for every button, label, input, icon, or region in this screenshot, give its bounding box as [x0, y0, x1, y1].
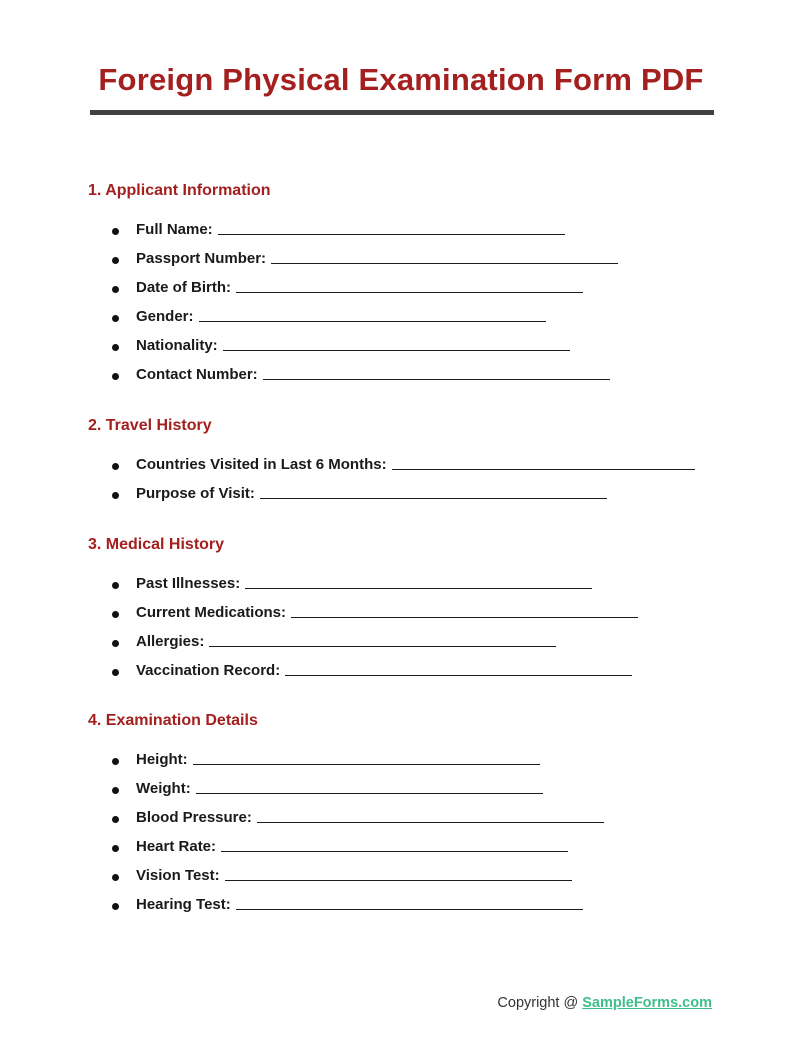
- field-label: Purpose of Visit:: [136, 485, 255, 502]
- bullet-icon: [112, 903, 119, 910]
- bullet-icon: [112, 816, 119, 823]
- form-field-past-illnesses: [0, 574, 760, 603]
- bullet-icon: [112, 874, 119, 881]
- section-heading: 2. Travel History: [88, 417, 212, 434]
- field-label: Past Illnesses:: [136, 575, 241, 592]
- field-label: Vision Test:: [136, 867, 220, 884]
- form-field-current-medications: [0, 603, 760, 632]
- field-label: Contact Number:: [136, 366, 258, 383]
- field-label: Passport Number:: [136, 250, 267, 267]
- allergies-input-line[interactable]: [209, 646, 556, 647]
- bullet-icon: [112, 787, 119, 794]
- bullet-icon: [112, 373, 119, 380]
- form-field-vaccination-record: [0, 661, 760, 690]
- vision-test-input-line[interactable]: [225, 880, 572, 881]
- field-list: [0, 750, 760, 924]
- bullet-icon: [112, 492, 119, 499]
- past-illnesses-input-line[interactable]: [245, 588, 592, 589]
- form-field-weight: [0, 779, 760, 808]
- gender-input-line[interactable]: [199, 321, 546, 322]
- field-label: Blood Pressure:: [136, 809, 252, 826]
- sampleforms-link[interactable]: SampleForms.com: [582, 995, 712, 1011]
- form-field-gender: [0, 307, 760, 336]
- title-divider: [90, 110, 714, 115]
- form-field-vision-test: [0, 866, 760, 895]
- copyright-notice: [497, 995, 712, 1011]
- section-heading: 4. Examination Details: [88, 712, 258, 729]
- blood-pressure-input-line[interactable]: [257, 822, 604, 823]
- purpose-of-visit-input-line[interactable]: [260, 498, 607, 499]
- field-label: Full Name:: [136, 221, 213, 238]
- countries-visited-input-line[interactable]: [392, 469, 695, 470]
- field-label: Weight:: [136, 780, 191, 797]
- full-name-input-line[interactable]: [218, 234, 565, 235]
- bullet-icon: [112, 344, 119, 351]
- field-list: [0, 574, 760, 690]
- bullet-icon: [112, 257, 119, 264]
- form-field-hearing-test: [0, 895, 760, 924]
- form-field-nationality: [0, 336, 760, 365]
- date-of-birth-input-line[interactable]: [236, 292, 583, 293]
- field-label: Allergies:: [136, 633, 205, 650]
- field-list: [0, 455, 760, 513]
- bullet-icon: [112, 611, 119, 618]
- contact-number-input-line[interactable]: [263, 379, 610, 380]
- bullet-icon: [112, 845, 119, 852]
- passport-number-input-line[interactable]: [271, 263, 618, 264]
- form-field-heart-rate: [0, 837, 760, 866]
- form-field-full-name: [0, 220, 760, 249]
- bullet-icon: [112, 463, 119, 470]
- hearing-test-input-line[interactable]: [236, 909, 583, 910]
- weight-input-line[interactable]: [196, 793, 543, 794]
- form-field-blood-pressure: [0, 808, 760, 837]
- bullet-icon: [112, 228, 119, 235]
- field-label: Hearing Test:: [136, 896, 231, 913]
- heart-rate-input-line[interactable]: [221, 851, 568, 852]
- copyright-prefix: Copyright @: [497, 995, 579, 1011]
- current-medications-input-line[interactable]: [291, 617, 638, 618]
- field-label: Nationality:: [136, 337, 218, 354]
- bullet-icon: [112, 582, 119, 589]
- vaccination-record-input-line[interactable]: [285, 675, 632, 676]
- form-field-purpose-of-visit: [0, 484, 760, 513]
- bullet-icon: [112, 669, 119, 676]
- bullet-icon: [112, 286, 119, 293]
- field-label: Heart Rate:: [136, 838, 217, 855]
- field-label: Countries Visited in Last 6 Months:: [136, 456, 387, 473]
- height-input-line[interactable]: [193, 764, 540, 765]
- bullet-icon: [112, 640, 119, 647]
- page-title: Foreign Physical Examination Form PDF: [98, 62, 704, 97]
- form-field-passport-number: [0, 249, 760, 278]
- bullet-icon: [112, 758, 119, 765]
- field-label: Current Medications:: [136, 604, 287, 621]
- field-list: [0, 220, 760, 394]
- form-field-contact-number: [0, 365, 760, 394]
- form-field-allergies: [0, 632, 760, 661]
- bullet-icon: [112, 315, 119, 322]
- field-label: Height:: [136, 751, 188, 768]
- section-heading: 3. Medical History: [88, 536, 225, 553]
- nationality-input-line[interactable]: [223, 350, 570, 351]
- form-field-date-of-birth: [0, 278, 760, 307]
- section-heading: 1. Applicant Information: [88, 182, 271, 199]
- field-label: Gender:: [136, 308, 194, 325]
- field-label: Date of Birth:: [136, 279, 231, 296]
- field-label: Vaccination Record:: [136, 662, 281, 679]
- form-field-countries-visited: [0, 455, 760, 484]
- form-field-height: [0, 750, 760, 779]
